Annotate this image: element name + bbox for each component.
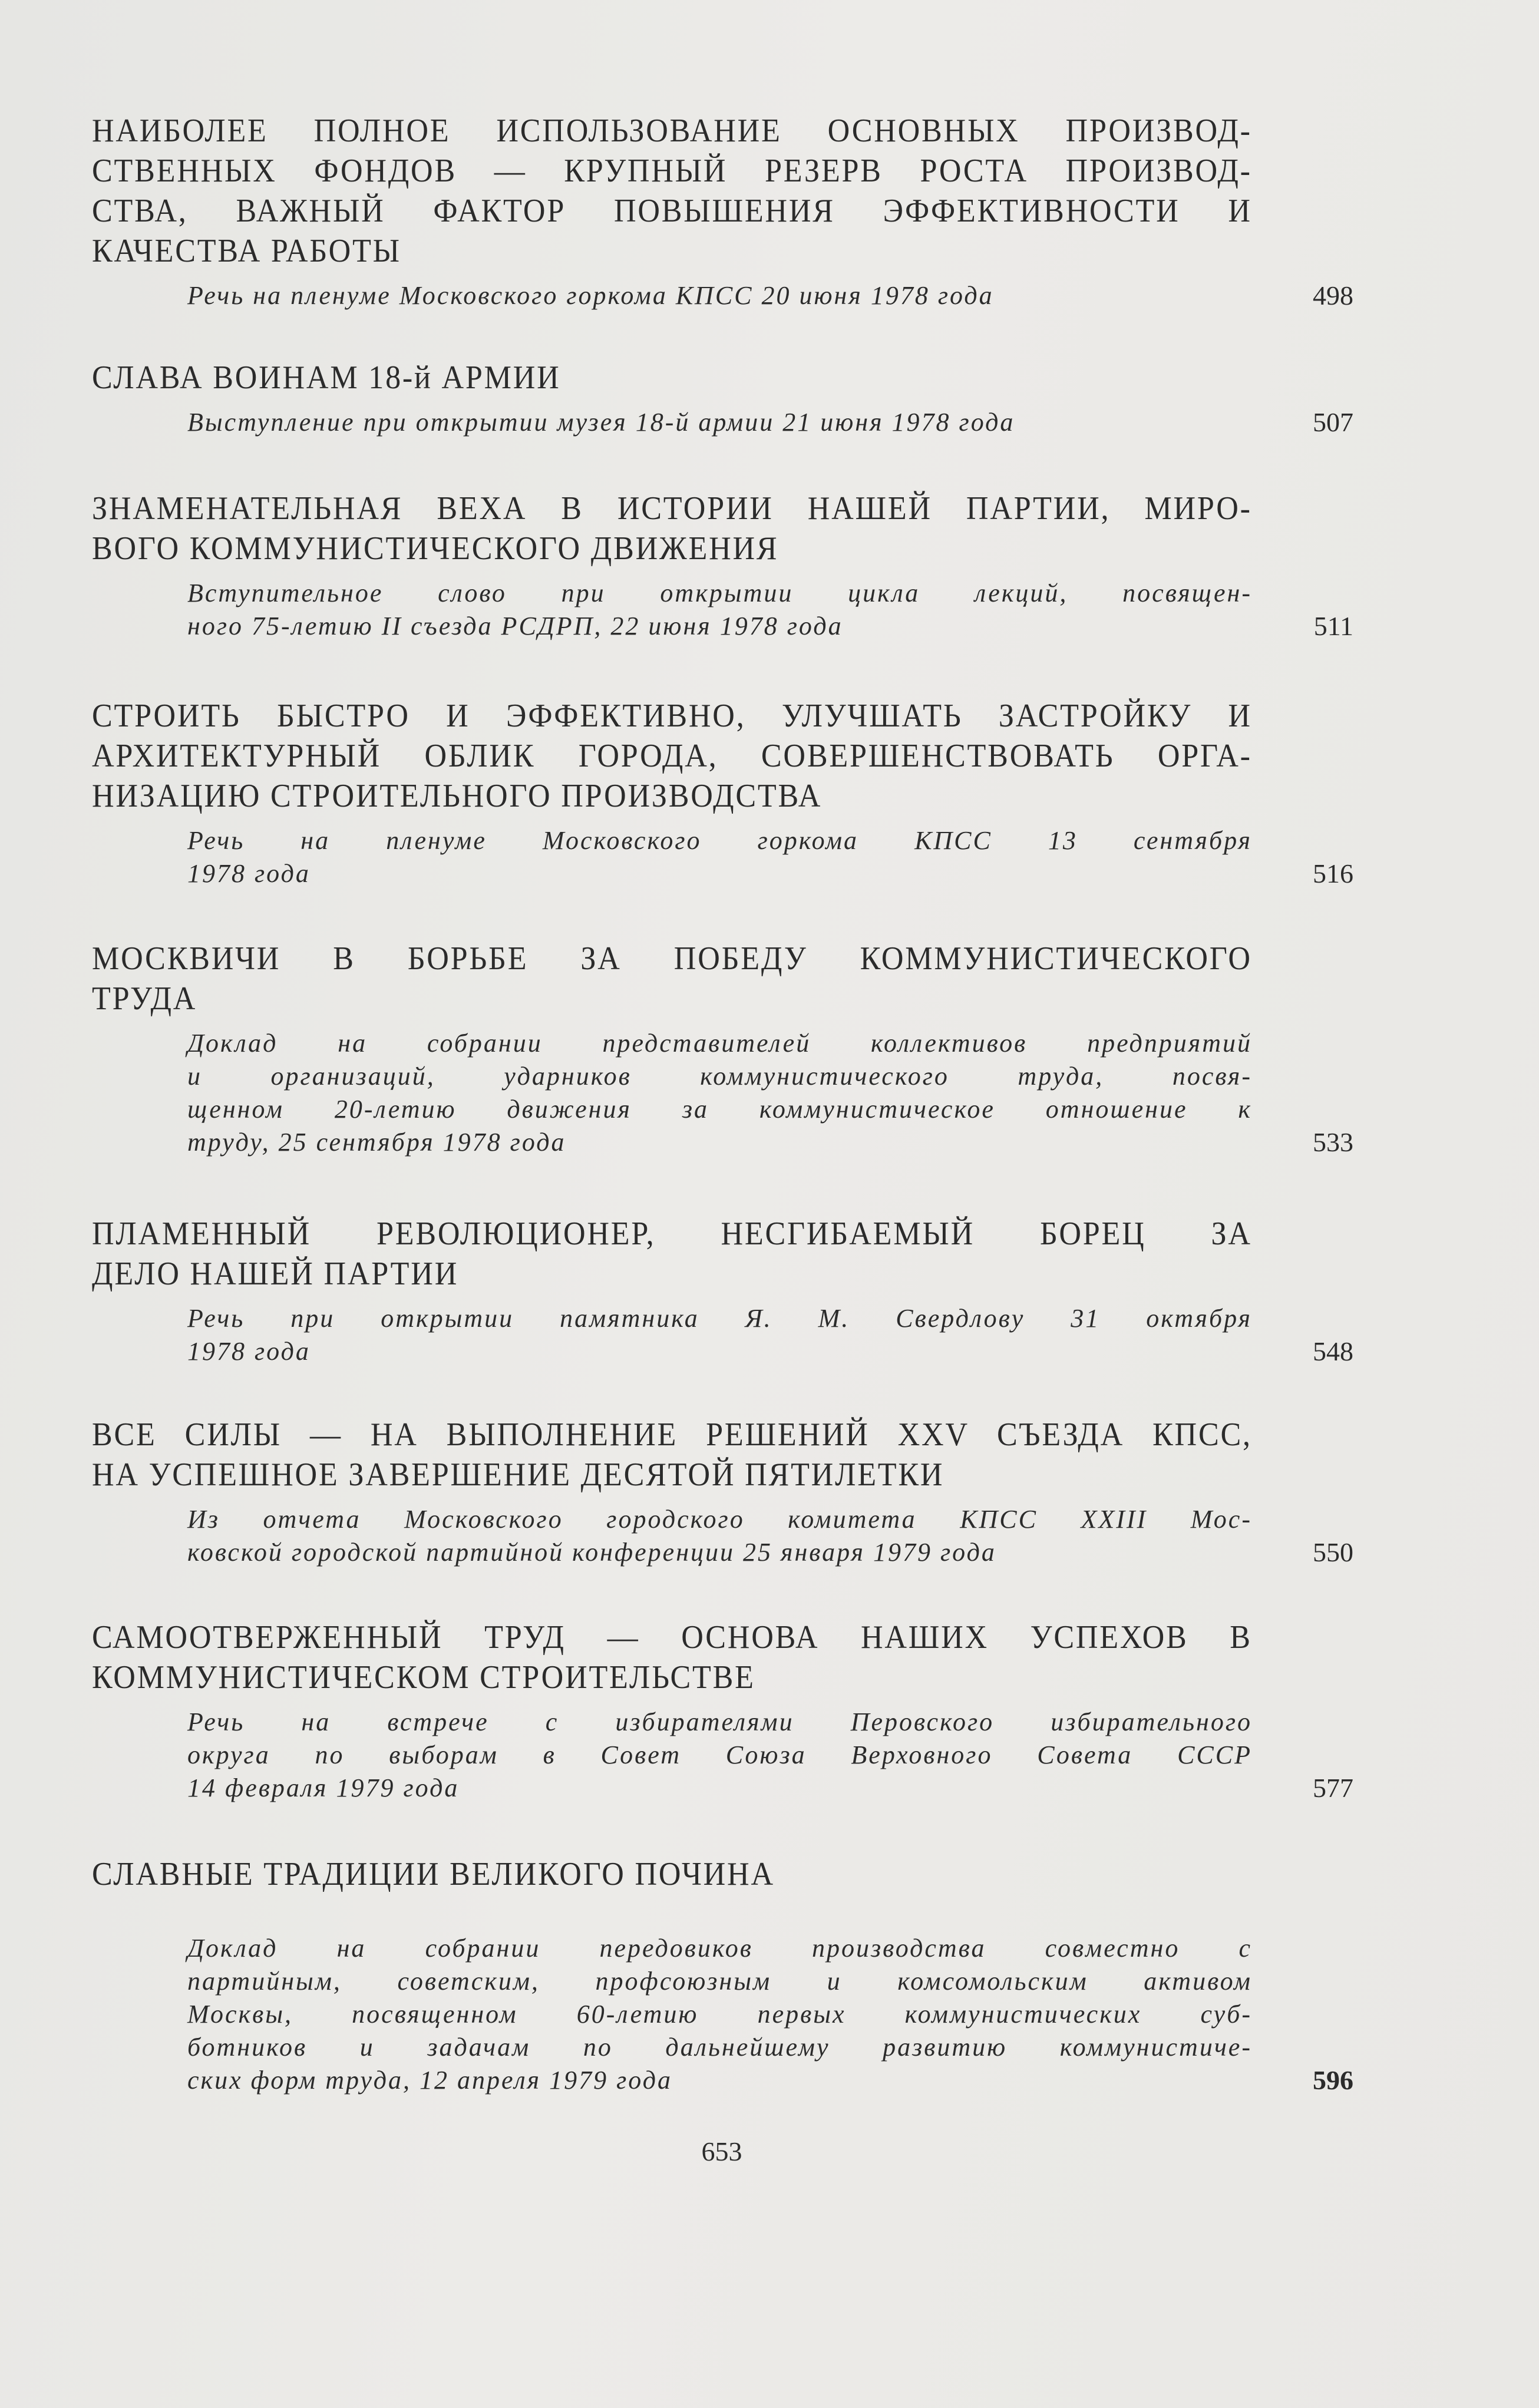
entry-subtitle <box>187 406 1353 439</box>
entry-subtitle-line: Доклад на собрании представителей коллективов предприятий <box>187 1029 1252 1058</box>
entry-title-line: ВСЕ СИЛЫ — НА ВЫПОЛНЕНИЕ РЕШЕНИЙ XXV СЪЕЗДА КПСС, <box>92 1416 1252 1453</box>
entry-page-number: 596 <box>1313 2065 1353 2095</box>
entry-subtitle <box>187 279 1353 312</box>
entry-title-line: ДЕЛО НАШЕЙ ПАРТИИ <box>92 1256 459 1292</box>
entry-subtitle-line: 1978 года <box>187 1337 311 1366</box>
entry-title-line: СЛАВНЫЕ ТРАДИЦИИ ВЕЛИКОГО ПОЧИНА <box>92 1856 775 1892</box>
entry-subtitle-line: и организаций, ударников коммунистического труда, посвя- <box>187 1062 1252 1091</box>
entry-subtitle <box>187 1503 1353 1569</box>
entry-title-line: МОСКВИЧИ В БОРЬБЕ ЗА ПОБЕДУ КОММУНИСТИЧЕСКОГО <box>92 940 1252 977</box>
entry-title-line: АРХИТЕКТУРНЫЙ ОБЛИК ГОРОДА, СОВЕРШЕНСТВОВАТЬ ОРГА- <box>92 738 1252 774</box>
toc-entry <box>92 1854 1353 2097</box>
entry-page-number: 516 <box>1313 858 1353 888</box>
entry-subtitle-line: 14 февраля 1979 года <box>187 1773 460 1802</box>
toc-entry <box>92 1415 1353 1569</box>
toc-entry <box>92 488 1353 643</box>
entry-subtitle <box>187 1932 1353 2097</box>
entry-subtitle-line: Доклад на собрании передовиков производства совместно с <box>187 1934 1252 1963</box>
entry-page-number: 550 <box>1313 1537 1353 1567</box>
entry-title-line: НИЗАЦИЮ СТРОИТЕЛЬНОГО ПРОИЗВОДСТВА <box>92 778 823 814</box>
entry-title-line: САМООТВЕРЖЕННЫЙ ТРУД — ОСНОВА НАШИХ УСПЕХОВ В <box>92 1619 1252 1656</box>
entry-subtitle-line: Речь на встрече с избирателями Перовского избирательного <box>187 1707 1252 1736</box>
entry-page-number: 507 <box>1313 407 1353 437</box>
toc-entry <box>92 1617 1353 1805</box>
entry-subtitle-line: Речь на пленуме Московского горкома КПСС 20 июня 1978 года <box>187 281 994 310</box>
entry-subtitle <box>187 1302 1353 1368</box>
entry-subtitle-line: Москвы, посвященном 60-летию первых коммунистических суб- <box>187 2000 1252 2029</box>
entry-subtitle-line: Из отчета Московского городского комитета КПСС XXIII Мос- <box>187 1505 1252 1534</box>
entry-title-line: ТРУДА <box>92 980 197 1017</box>
entry-subtitle <box>187 1027 1353 1159</box>
entry-subtitle-line: ботников и задачам по дальнейшему развитию коммунистиче- <box>187 2033 1252 2062</box>
toc-entry <box>92 696 1353 890</box>
toc-entry <box>92 1214 1353 1368</box>
entry-page-number: 577 <box>1313 1773 1353 1803</box>
entry-subtitle-line: Речь на пленуме Московского горкома КПСС 13 сентября <box>187 826 1252 855</box>
entry-subtitle <box>187 577 1353 643</box>
entry-title-line: КАЧЕСТВА РАБОТЫ <box>92 233 401 269</box>
entry-title-line: СТРОИТЬ БЫСТРО И ЭФФЕКТИВНО, УЛУЧШАТЬ ЗАСТРОЙКУ И <box>92 698 1252 734</box>
entry-page-number: 511 <box>1313 611 1353 641</box>
entry-subtitle <box>187 1706 1353 1805</box>
toc-entry <box>92 939 1353 1159</box>
entry-title-line: ЗНАМЕНАТЕЛЬНАЯ ВЕХА В ИСТОРИИ НАШЕЙ ПАРТИИ, МИРО- <box>92 490 1252 527</box>
entry-title-line: НАИБОЛЕЕ ПОЛНОЕ ИСПОЛЬЗОВАНИЕ ОСНОВНЫХ ПРОИЗВОД- <box>92 113 1252 149</box>
entry-subtitle-line: Речь при открытии памятника Я. М. Свердлову 31 октября <box>187 1304 1252 1333</box>
entry-subtitle-line: щенном 20-летию движения за коммунистическое отношение к <box>187 1095 1252 1124</box>
entry-subtitle-line: 1978 года <box>187 859 311 888</box>
entry-subtitle-line: партийным, советским, профсоюзным и комсомольским активом <box>187 1967 1252 1996</box>
entry-subtitle-line: Вступительное слово при открытии цикла лекций, посвящен- <box>187 579 1252 607</box>
entry-subtitle <box>187 824 1353 890</box>
entry-page-number: 548 <box>1313 1336 1353 1366</box>
entry-title-line: ВОГО КОММУНИСТИЧЕСКОГО ДВИЖЕНИЯ <box>92 530 779 567</box>
entry-page-number: 498 <box>1313 280 1353 311</box>
entry-title-line: НА УСПЕШНОЕ ЗАВЕРШЕНИЕ ДЕСЯТОЙ ПЯТИЛЕТКИ <box>92 1456 944 1493</box>
entry-subtitle-line: округа по выборам в Совет Союза Верховного Совета СССР <box>187 1740 1252 1769</box>
toc-entry <box>92 111 1353 312</box>
entry-title-line: КОММУНИСТИЧЕСКОМ СТРОИТЕЛЬСТВЕ <box>92 1659 755 1696</box>
entry-title-line: СТВА, ВАЖНЫЙ ФАКТОР ПОВЫШЕНИЯ ЭФФЕКТИВНОСТИ И <box>92 193 1252 229</box>
entry-subtitle-line: ковской городской партийной конференции 25 января 1979 года <box>187 1538 996 1567</box>
entry-title-line: ПЛАМЕННЫЙ РЕВОЛЮЦИОНЕР, НЕСГИБАЕМЫЙ БОРЕЦ ЗА <box>92 1215 1252 1252</box>
entry-subtitle-line: ного 75-летию II съезда РСДРП, 22 июня 1978 года <box>187 612 843 640</box>
entry-page-number: 533 <box>1313 1127 1353 1157</box>
entry-subtitle-line: труду, 25 сентября 1978 года <box>187 1128 566 1157</box>
page-number-footer: 653 <box>701 2136 742 2166</box>
entry-title-line: СТВЕННЫХ ФОНДОВ — КРУПНЫЙ РЕЗЕРВ РОСТА ПРОИЗВОД- <box>92 153 1252 189</box>
entry-title-line: СЛАВА ВОИНАМ 18-й АРМИИ <box>92 359 561 396</box>
entry-subtitle-line: Выступление при открытии музея 18-й армии 21 июня 1978 года <box>187 408 1015 437</box>
toc-entry <box>92 358 1353 439</box>
entry-subtitle-line: ских форм труда, 12 апреля 1979 года <box>187 2066 672 2095</box>
